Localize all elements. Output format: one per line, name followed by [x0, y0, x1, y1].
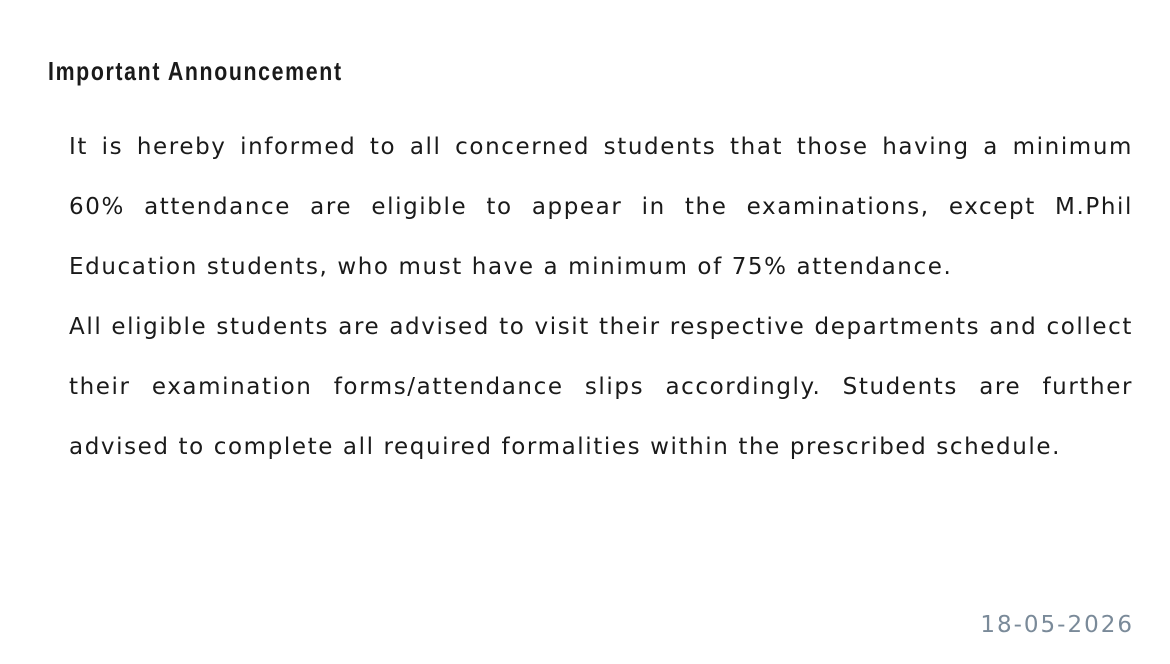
- announcement-body: [69, 117, 1133, 477]
- announcement-paragraph-attendance: It is hereby informed to all concerned students that those having a minimum 60% attendance are eligible to appear in the examinations, except M.Phil Education students, who must have a minimum of 75% attendance.: [69, 134, 1133, 280]
- announcement-title: Important Announcement: [48, 56, 343, 86]
- announcement-paragraph-forms: All eligible students are advised to visit their respective departments and collect their examination forms/attendance slips accordingly. Students are further advised to complete all required formalities within the prescribed schedule.: [69, 314, 1133, 460]
- announcement-date: 18-05-2026: [980, 612, 1134, 638]
